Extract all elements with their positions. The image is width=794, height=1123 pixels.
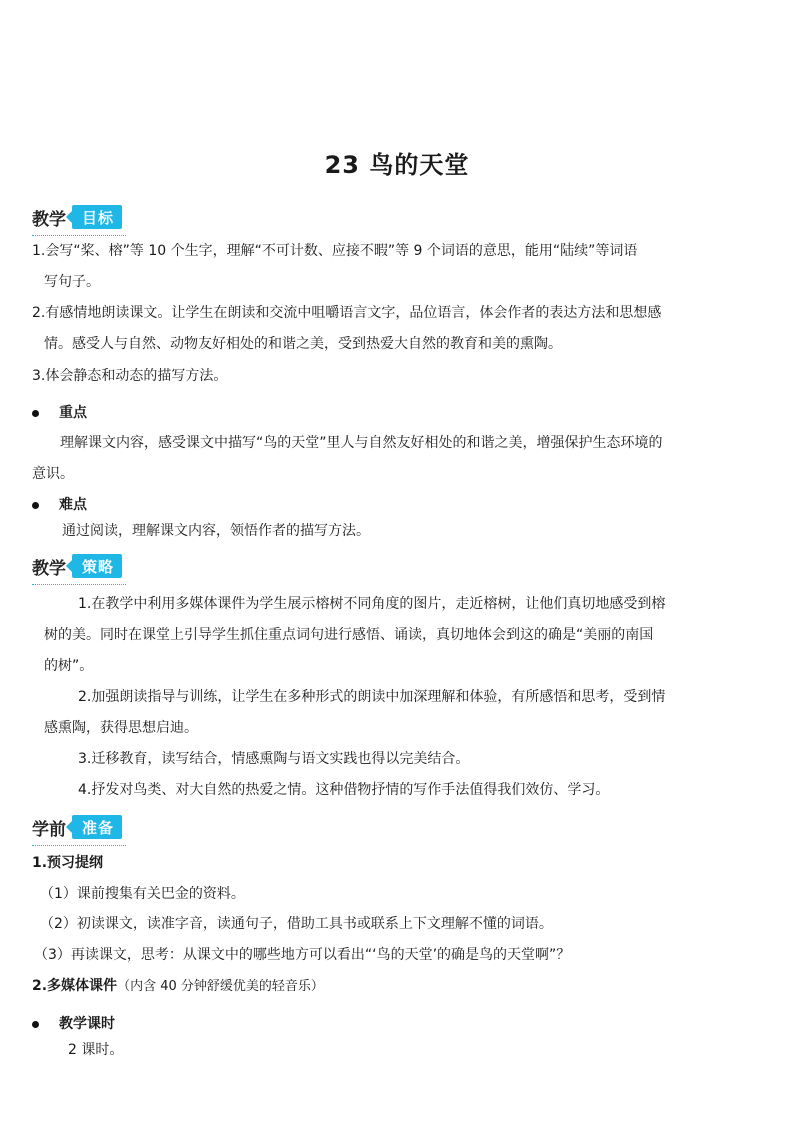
- section-underline: [32, 845, 126, 846]
- page-title: 23 鸟的天堂: [324, 151, 470, 179]
- prep-heading: 1.预习提纲: [32, 855, 104, 871]
- section-tag: 准备: [72, 815, 122, 839]
- section-underline: [32, 235, 126, 236]
- key-point-line: 理解课文内容，感受课文中描写“鸟的天堂”里人与自然友好相处的和谐之美，增强保护生态环境的: [60, 435, 663, 451]
- section-header-strategy: [32, 551, 122, 581]
- hours-heading: [32, 1014, 115, 1034]
- difficulty-heading: [32, 495, 87, 515]
- goal-line: 写句子。: [44, 274, 100, 290]
- section-prefix: 教学: [32, 558, 66, 579]
- difficulty-line: 通过阅读，理解课文内容，领悟作者的描写方法。: [62, 523, 370, 539]
- key-point-heading: [32, 403, 87, 423]
- section-header-prep: [32, 812, 122, 842]
- prep-line-media: [32, 976, 324, 997]
- goal-line: 2.有感情地朗读课文。让学生在朗读和交流中咀嚼语言文字，品位语言，体会作者的表达方法和思想感: [32, 305, 662, 321]
- bullet-icon: [32, 410, 39, 417]
- section-prefix: 教学: [32, 209, 66, 230]
- strategy-line: 1.在教学中利用多媒体课件为学生展示榕树不同角度的图片，走近榕树，让他们真切地感受到榕: [78, 596, 666, 612]
- prep-line: （1）课前搜集有关巴金的资料。: [40, 886, 245, 902]
- strategy-line: 树的美。同时在课堂上引导学生抓住重点词句进行感悟、诵读，真切地体会到这的确是“美丽的南国: [44, 627, 654, 643]
- section-tag: 策略: [72, 554, 122, 578]
- prep-heading: 2.多媒体课件: [32, 978, 118, 994]
- prep-line: （2）初读课文，读准字音，读通句子，借助工具书或联系上下文理解不懂的词语。: [40, 916, 553, 932]
- hours-value: 2 课时。: [68, 1042, 124, 1058]
- strategy-line: 的树”。: [44, 658, 94, 674]
- goal-line: 3.体会静态和动态的描写方法。: [32, 368, 228, 384]
- key-point-label: 重点: [59, 405, 87, 421]
- goal-line: 1.会写“桨、榕”等 10 个生字，理解“不可计数、应接不暇”等 9 个词语的意思，能用“陆续”等词语: [32, 243, 638, 259]
- key-point-line: 意识。: [32, 466, 74, 482]
- section-tag: 目标: [72, 205, 122, 229]
- goal-line: 情。感受人与自然、动物友好相处的和谐之美，受到热爱大自然的教育和美的熏陶。: [44, 336, 562, 352]
- section-header-goals: [32, 202, 122, 232]
- prep-note: （内含 40 分钟舒缓优美的轻音乐）: [117, 979, 324, 994]
- difficulty-label: 难点: [59, 497, 87, 513]
- strategy-line: 3.迁移教育，读写结合，情感熏陶与语文实践也得以完美结合。: [78, 751, 470, 767]
- section-underline: [32, 584, 126, 585]
- prep-line: （3）再读课文，思考：从课文中的哪些地方可以看出“‘鸟的天堂’的确是鸟的天堂啊”？: [34, 947, 571, 963]
- section-prefix: 学前: [32, 819, 66, 840]
- bullet-icon: [32, 1021, 39, 1028]
- hours-label: 教学课时: [59, 1016, 115, 1032]
- strategy-line: 4.抒发对鸟类、对大自然的热爱之情。这种借物抒情的写作手法值得我们效仿、学习。: [78, 782, 610, 798]
- bullet-icon: [32, 502, 39, 509]
- strategy-line: 感熏陶，获得思想启迪。: [44, 720, 198, 736]
- strategy-line: 2.加强朗读指导与训练，让学生在多种形式的朗读中加深理解和体验，有所感悟和思考，受到情: [78, 689, 666, 705]
